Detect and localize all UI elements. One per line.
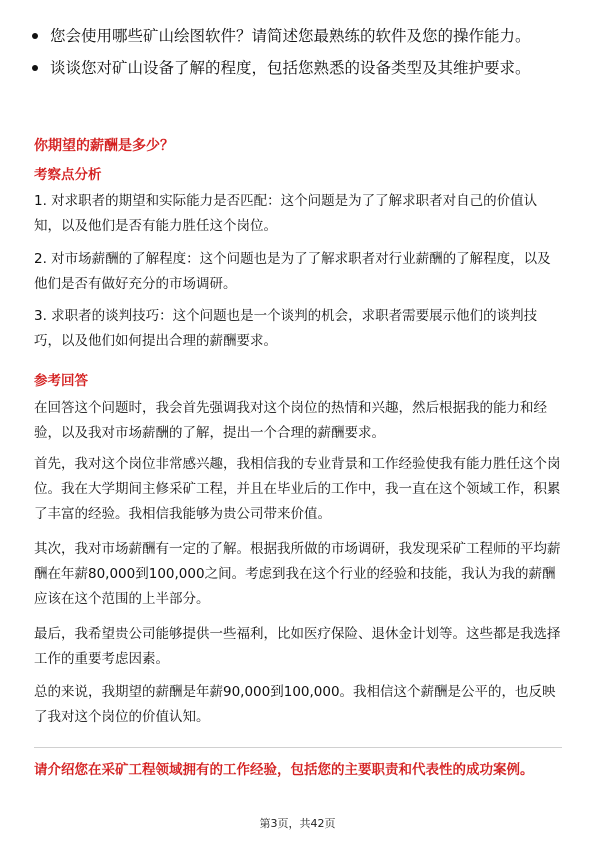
answer-paragraph: 首先，我对这个岗位非常感兴趣，我相信我的专业背景和工作经验使我有能力胜任这个岗位。我在大学期间主修采矿工程，并且在毕业后的工作中，我一直在这个领域工作，积累了丰富的经验。我相信我能够为贵公司带来价值。 bbox=[34, 456, 561, 522]
answer-paragraph: 最后，我希望贵公司能够提供一些福利，比如医疗保险、退休金计划等。这些都是我选择工作的重要考虑因素。 bbox=[34, 626, 561, 667]
question-title: 你期望的薪酬是多少？ bbox=[34, 138, 174, 154]
bullet-item bbox=[28, 24, 564, 48]
section-divider bbox=[34, 747, 562, 748]
answer-paragraph: 其次，我对市场薪酬有一定的了解。根据我所做的市场调研，我发现采矿工程师的平均薪酬在年薪80,000到100,000之间。考虑到我在这个行业的经验和技能，我认为我的薪酬应该在这个范围的上半部分。 bbox=[34, 541, 561, 607]
analysis-point: 3. 求职者的谈判技巧：这个问题也是一个谈判的机会，求职者需要展示他们的谈判技巧，以及他们如何提出合理的薪酬要求。 bbox=[34, 308, 538, 349]
bullet-item bbox=[28, 56, 564, 80]
next-question-title: 请介绍您在采矿工程领域拥有的工作经验，包括您的主要职责和代表性的成功案例。 bbox=[34, 762, 534, 778]
bullet-text: 谈谈您对矿山设备了解的程度，包括您熟悉的设备类型及其维护要求。 bbox=[50, 59, 531, 77]
bullet-dot-icon bbox=[32, 33, 38, 39]
analysis-title: 考察点分析 bbox=[34, 167, 102, 183]
page-footer: 第3页，共42页 bbox=[259, 817, 336, 830]
answer-title: 参考回答 bbox=[34, 373, 88, 389]
answer-paragraph: 总的来说，我期望的薪酬是年薪90,000到100,000。我相信这个薪酬是公平的，也反映了我对这个岗位的价值认知。 bbox=[34, 684, 556, 725]
analysis-point: 2. 对市场薪酬的了解程度：这个问题也是为了了解求职者对行业薪酬的了解程度，以及他们是否有做好充分的市场调研。 bbox=[34, 251, 551, 292]
answer-paragraph: 在回答这个问题时，我会首先强调我对这个岗位的热情和兴趣，然后根据我的能力和经验，以及我对市场薪酬的了解，提出一个合理的薪酬要求。 bbox=[34, 400, 547, 441]
bullet-dot-icon bbox=[32, 65, 38, 71]
analysis-point: 1. 对求职者的期望和实际能力是否匹配：这个问题是为了了解求职者对自己的价值认知，以及他们是否有能力胜任这个岗位。 bbox=[34, 193, 538, 234]
bullet-text: 您会使用哪些矿山绘图软件？请简述您最熟练的软件及您的操作能力。 bbox=[50, 27, 531, 45]
bullet-list bbox=[28, 24, 564, 88]
